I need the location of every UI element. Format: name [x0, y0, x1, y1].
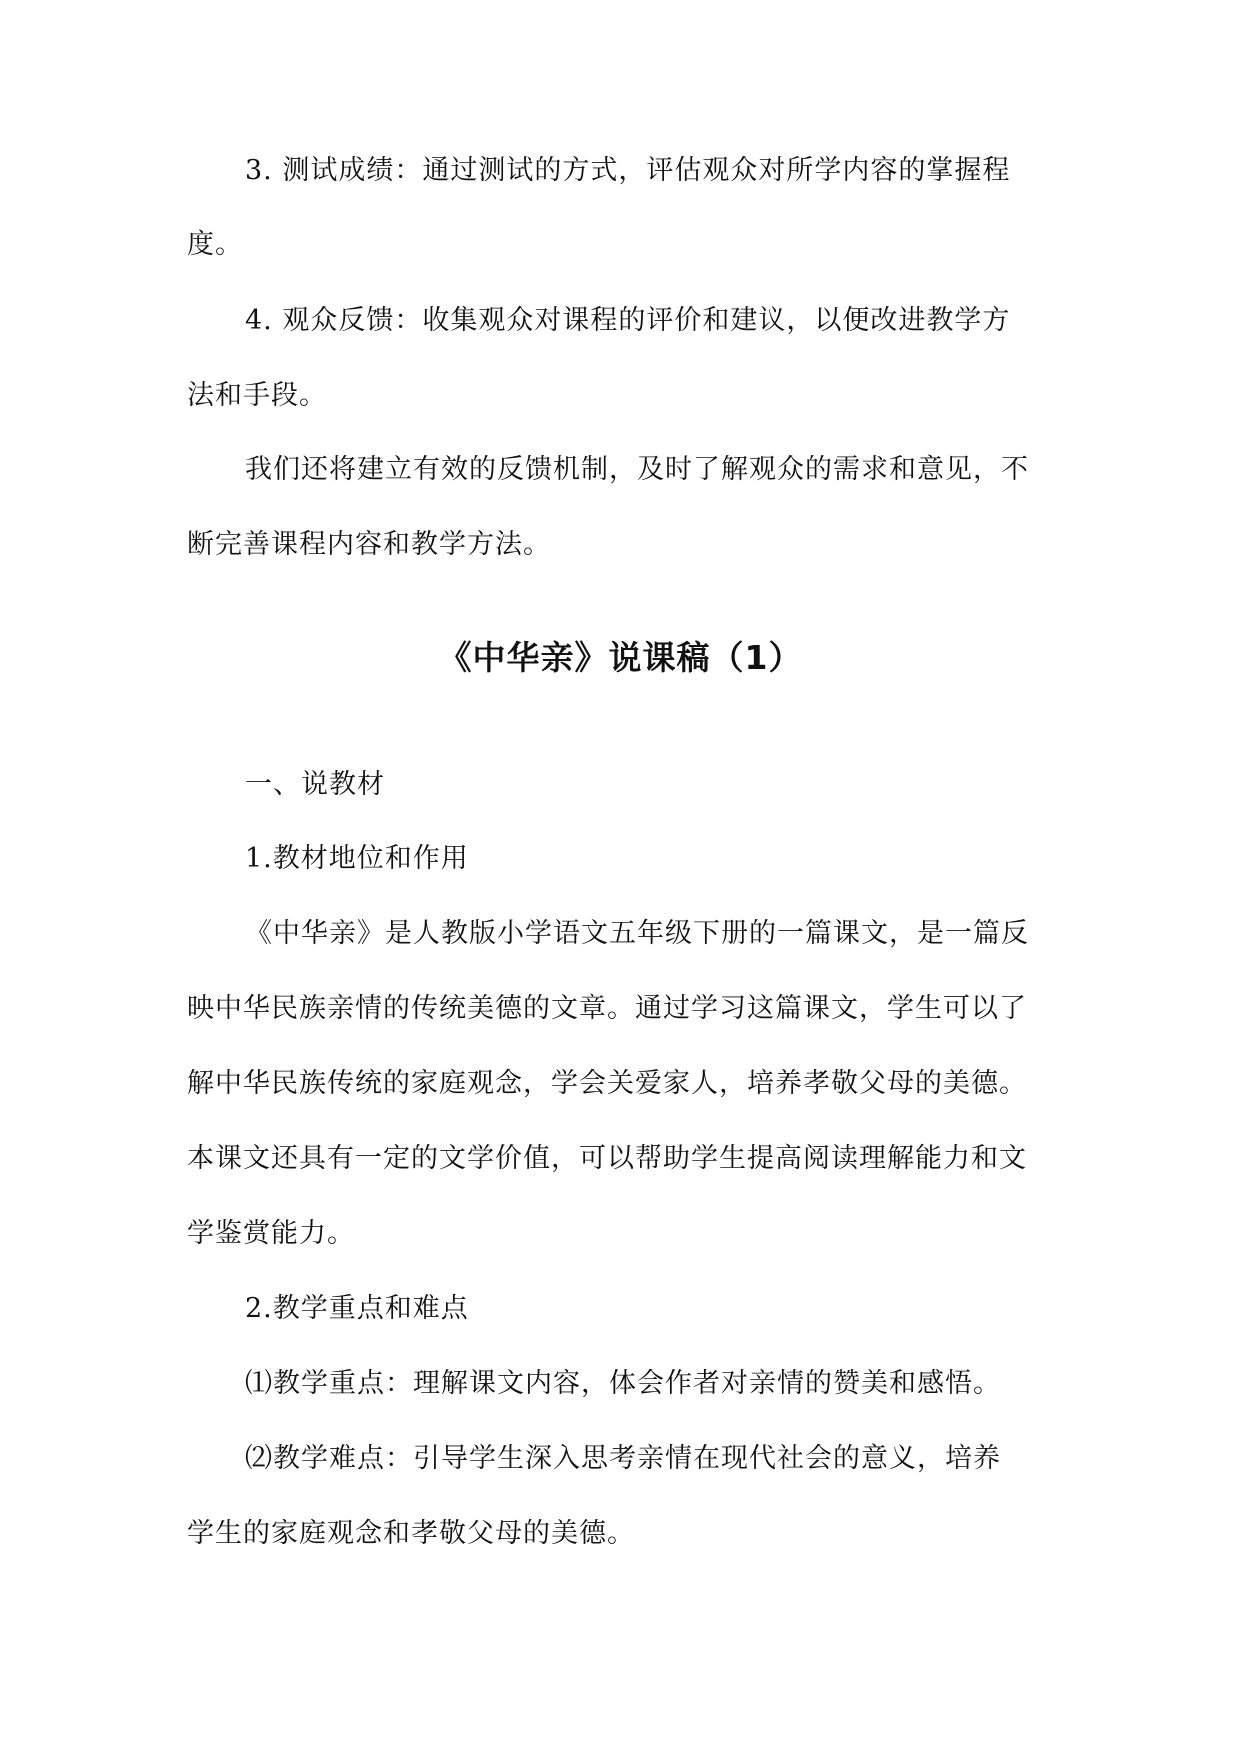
- paragraph-line: 断完善课程内容和教学方法。: [187, 529, 551, 560]
- subheading: 2.教学重点和难点: [245, 1293, 469, 1324]
- paragraph-line: 本课文还具有一定的文学价值，可以帮助学生提高阅读理解能力和文: [187, 1143, 1027, 1174]
- paragraph-line: 我们还将建立有效的反馈机制，及时了解观众的需求和意见，不: [245, 454, 1029, 485]
- list-item: ⑵教学难点：引导学生深入思考亲情在现代社会的意义，培养: [245, 1443, 1001, 1474]
- paragraph-line: 法和手段。: [187, 380, 327, 411]
- paragraph-line: 度。: [187, 229, 243, 260]
- paragraph-line: 学鉴赏能力。: [187, 1218, 355, 1249]
- paragraph-line: 3. 测试成绩：通过测试的方式，评估观众对所学内容的掌握程: [245, 155, 1011, 186]
- section-heading: 一、说教材: [245, 769, 385, 800]
- paragraph-line: 学生的家庭观念和孝敬父母的美德。: [187, 1518, 635, 1549]
- paragraph-line: 解中华民族传统的家庭观念，学会关爱家人，培养孝敬父母的美德。: [187, 1068, 1027, 1099]
- paragraph-line: 4. 观众反馈：收集观众对课程的评价和建议，以便改进教学方: [245, 305, 1011, 336]
- page-title: 《中华亲》说课稿（1）: [438, 638, 803, 677]
- paragraph-line: 《中华亲》是人教版小学语文五年级下册的一篇课文，是一篇反: [245, 918, 1029, 949]
- subheading: 1.教材地位和作用: [245, 843, 469, 874]
- list-item: ⑴教学重点：理解课文内容，体会作者对亲情的赞美和感悟。: [245, 1368, 1001, 1399]
- paragraph-line: 映中华民族亲情的传统美德的文章。通过学习这篇课文，学生可以了: [187, 993, 1027, 1024]
